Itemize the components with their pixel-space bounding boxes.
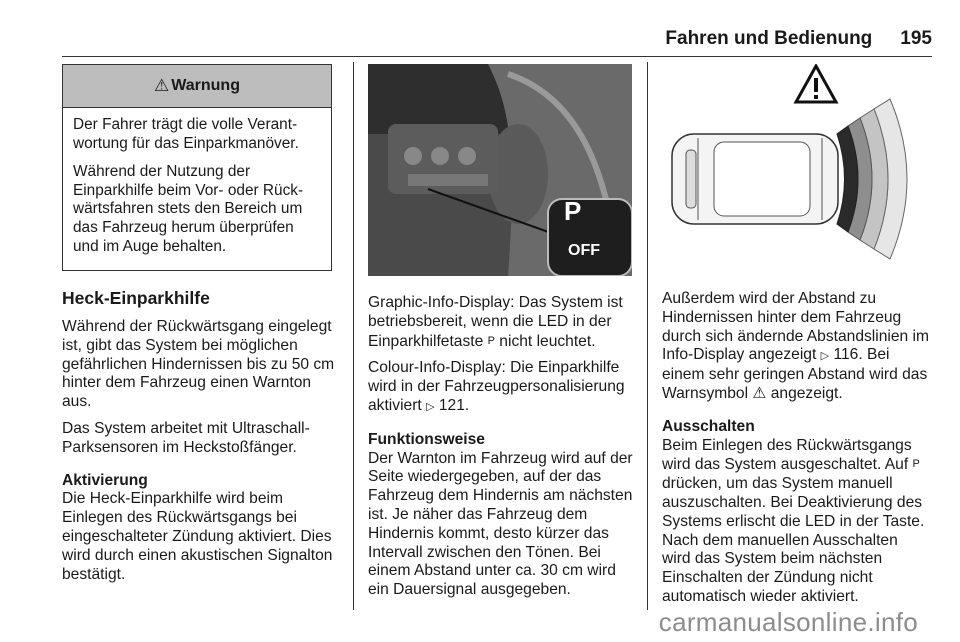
column-2: [368, 64, 634, 608]
dashboard-photo: [368, 64, 632, 276]
text-run: nicht leuchtet.: [494, 332, 596, 350]
car-sensor-illustration: [662, 64, 930, 282]
off-label: OFF: [568, 242, 600, 259]
section-title: Fahren und Bedienung: [665, 28, 873, 49]
warning-title: Warnung: [171, 76, 240, 94]
section-heading: Heck-Einparkhilfe: [62, 288, 210, 309]
text-run: Beim Einlegen des Rückwärtsgangs wird das System ausgeschaltet. Auf: [662, 436, 913, 474]
sub-heading: Aktivierung: [62, 471, 148, 489]
body-paragraph: Der Warnton im Fahrzeug wird auf der Seite wiedergegeben, auf der das Fahrzeug dem Hindernis am nächsten ist. Je näher das Fahrzeug dem Hindernis kommt, desto kürzer das Intervall zwischen den Tönen. Bei einem Abstand unter ca. 30 cm wird ein Dauersignal ausgegeben.: [368, 449, 633, 599]
column-divider-2: [647, 62, 648, 610]
reference-arrow-icon: ▷: [820, 350, 830, 363]
park-button-icon: P: [912, 458, 920, 471]
body-paragraph: Die Heck-Einparkhilfe wird beim Einlegen des Rückwärtsgangs bei eingeschalteter Zündung aktiviert. Dies wird durch einen akustischen Signalton bestätigt.: [62, 490, 333, 583]
body-paragraph: Das System arbeitet mit Ultraschall-Parksensoren im Heckstoßfänger.: [62, 419, 310, 456]
text-run: Colour-Info-Display: Die Einparkhilfe wird in der Fahrzeugpersonalisierung aktiviert: [368, 359, 625, 414]
body-paragraph: Während der Rückwärtsgang eingelegt ist, gibt das System bei möglichen gefährlichen Hindernissen bis zu 50 cm hinter dem Fahrzeug einen Warnton aus.: [62, 317, 335, 411]
park-button-icon: P: [487, 334, 495, 347]
text-run: drücken, um das System manuell auszuschalten. Bei Deaktivierung des Systems erlischt die LED in der Taste. Nach dem manuellen Ausschalten wird das System beim nächsten Einschalten der Zündung nicht automatisch wieder aktiviert.: [662, 475, 925, 605]
text-run: Graphic-Info-Display: Das System ist betriebsbereit, wenn die LED in der Einparkhilfetaste: [368, 294, 623, 350]
body-paragraph: [662, 437, 930, 607]
text-run: Bei einem sehr geringen Abstand wird das Warnsymbol: [662, 346, 928, 402]
warning-paragraph: Während der Nutzung der Einparkhilfe beim Vor- oder Rückwärtsfahren stets den Bereich um das Fahrzeug herum überprüfen und im Auge behalten.: [73, 163, 304, 255]
page-reference: 116.: [833, 346, 863, 364]
header-rule: [62, 56, 932, 57]
text-run: angezeigt.: [766, 384, 843, 402]
warning-body: [63, 108, 331, 270]
body-paragraph: [368, 294, 634, 351]
warning-paragraph: Der Fahrer trägt die volle Verantwortung für das Einparkmanöver.: [73, 116, 299, 152]
column-3: [662, 64, 930, 615]
body-paragraph: [662, 290, 930, 404]
warning-triangle-icon: ⚠: [752, 384, 767, 402]
park-assist-icon: P: [564, 196, 582, 226]
column-divider-1: [353, 62, 354, 610]
warning-box: [62, 64, 332, 271]
sub-heading: Funktionsweise: [368, 430, 485, 448]
page-number: 195: [900, 28, 932, 49]
sub-heading: Ausschalten: [662, 417, 755, 435]
body-paragraph: [368, 359, 634, 416]
column-1: [62, 64, 338, 592]
text-run: Außerdem wird der Abstand zu Hindernissen hinter dem Fahrzeug durch sich ändernde Abstandslinien im Info-Display angezeigt: [662, 290, 929, 364]
parking-sensor-diagram: [662, 64, 930, 282]
warning-triangle-icon: ⚠: [154, 75, 170, 95]
watermark: carmanualsonline.info: [658, 607, 918, 637]
reference-arrow-icon: ▷: [426, 400, 435, 413]
page-reference: 121.: [438, 396, 470, 414]
warning-header: [63, 65, 331, 108]
page-header: [60, 26, 932, 52]
